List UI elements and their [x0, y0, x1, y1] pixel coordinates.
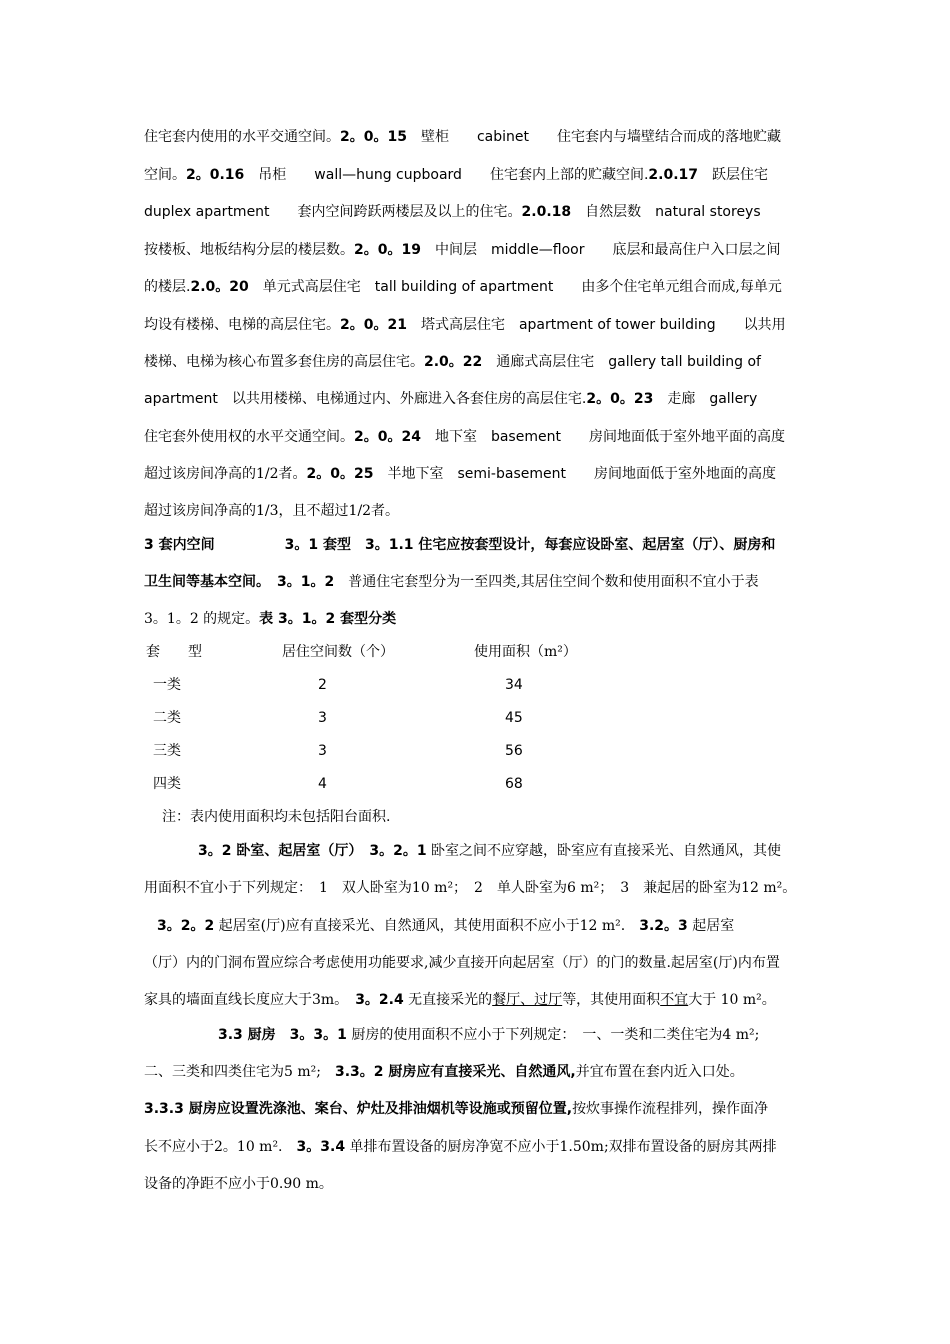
text-run: 住宅套内与墙壁结合而成的落地贮藏: [529, 129, 781, 145]
text-run: 房间地面低于室外地平面的高度: [560, 429, 785, 445]
text-line: [144, 501, 399, 521]
text-run: 3.3.3 厨房应设置洗涤池、案台、炉灶及排油烟机等设施或预留位置,: [144, 1101, 573, 1117]
text-run: 走廊: [653, 391, 710, 407]
text-run: 3。1。2 的规定。: [144, 611, 260, 627]
table-header-area: 使用面积（m²）: [474, 644, 577, 660]
text-line: [144, 572, 759, 592]
text-line: [198, 841, 781, 861]
text-run: 均设有楼梯、电梯的高层住宅。: [144, 317, 340, 333]
text-run: [355, 843, 369, 859]
text-run: 家具的墙面直线长度应大于3m。: [144, 992, 356, 1008]
text-line: [144, 165, 768, 185]
table-cell: 四类: [153, 776, 181, 792]
text-line: [157, 916, 734, 936]
text-run: duplex apartment: [144, 204, 270, 220]
text-run: 3.3 厨房 3。3。1: [218, 1027, 347, 1043]
text-run: natural storeys: [655, 204, 761, 220]
text-run: 设备的净距不应小于0.90 m。: [144, 1176, 333, 1192]
table-cell: 一类: [153, 677, 181, 693]
text-run: 以共用楼梯、电梯通过内、外廊进入各套住房的高层住宅.: [217, 391, 587, 407]
text-run: 地下室: [420, 429, 491, 445]
text-line: [144, 389, 757, 409]
table-cell: 3: [318, 743, 327, 759]
text-run: 用面积不宜小于下列规定： 1 双人卧室为10 m²； 2 单人卧室为6 m²； 3 兼起居的卧室为12 m²。: [144, 880, 797, 896]
text-run: 由多个住宅单元组合而成,每单元: [553, 279, 782, 295]
text-run: 住宅套内使用的水平交通空间。: [144, 129, 340, 145]
text-run: 跃层住宅: [698, 167, 769, 183]
table-note: 注：表内使用面积均未包括阳台面积.: [162, 809, 391, 825]
text-run: 2。0。24: [354, 429, 421, 445]
text-run: 通廊式高层住宅: [482, 354, 609, 370]
text-line: [144, 202, 761, 222]
table-cell: 34: [505, 677, 523, 693]
table-cell: 56: [505, 743, 523, 759]
text-run: 楼梯、电梯为核心布置多套住房的高层住宅。: [144, 354, 424, 370]
text-run: apartment: [144, 391, 218, 407]
text-run: 壁柜: [406, 129, 477, 145]
text-run: 3 套内空间 3。1 套型 3。1.1 住宅应按套型设计，每套应设卧室、起居室（厅）、厨房和: [144, 537, 776, 553]
text-run: 表 3。1。2 套型分类: [259, 611, 397, 627]
text-run: 厨房的使用面积不应小于下列规定： 一、一类和二类住宅为4 m²;: [346, 1027, 760, 1043]
table-cell: 2: [318, 677, 327, 693]
text-line: [144, 535, 775, 555]
text-run: 餐厅、过厅: [492, 992, 563, 1008]
text-run: 单元式高层住宅: [248, 279, 375, 295]
text-run: 并宜布置在套内近入口处。: [575, 1064, 744, 1080]
text-run: 套内空间跨跃两楼层及以上的住宅。: [269, 204, 522, 220]
text-line: [144, 464, 776, 484]
text-run: 住宅套外使用权的水平交通空间。: [144, 429, 354, 445]
text-run: 超过该房间净高的1/3，且不超过1/2者。: [144, 503, 400, 519]
text-run: 大于 10 m²。: [688, 992, 776, 1008]
text-run: 3.3。2 厨房应有直接采光、自然通风,: [334, 1064, 576, 1080]
text-run: wall—hung cupboard: [314, 167, 462, 183]
text-line: [144, 609, 396, 629]
text-run: cabinet: [476, 129, 529, 145]
text-run: 长不应小于2。10 m².: [144, 1139, 297, 1155]
text-run: （厅）内的门洞布置应综合考虑使用功能要求,减少直接开向起居室（厅）的门的数量.起居室(厅)内布置: [144, 955, 780, 971]
text-line: [144, 1099, 768, 1119]
text-run: 3。2.4: [355, 992, 404, 1008]
table-header-type: 套 型: [146, 644, 202, 660]
text-run: 不宜: [660, 992, 689, 1008]
text-line: [144, 953, 780, 973]
table-cell: 45: [505, 710, 523, 726]
text-run: 塔式高层住宅: [406, 317, 519, 333]
table-cell: 三类: [153, 743, 181, 759]
text-run: 2.0。20: [190, 279, 249, 295]
text-line: [218, 1025, 759, 1045]
text-run: 自然层数: [571, 204, 656, 220]
text-run: 超过该房间净高的1/2者。: [144, 466, 307, 482]
text-line: [144, 878, 796, 898]
text-run: 二、三类和四类住宅为5 m²;: [144, 1064, 335, 1080]
text-run: 卧室之间不应穿越，卧室应有直接采光、自然通风，其使: [426, 843, 782, 859]
text-run: gallery tall building of: [608, 354, 761, 370]
text-run: 起居室: [687, 918, 735, 934]
table-cell: 3: [318, 710, 327, 726]
text-run: 吊柜: [244, 167, 315, 183]
text-run: middle—floor: [490, 242, 585, 258]
text-run: 等，其使用面积: [562, 992, 661, 1008]
text-run: 3。3.4: [296, 1139, 346, 1155]
text-run: 的楼层.: [144, 279, 191, 295]
text-run: 住宅套内上部的贮藏空间.: [461, 167, 649, 183]
text-run: 3.2。3: [639, 918, 688, 934]
text-run: apartment of tower building: [518, 317, 716, 333]
text-run: 按炊事操作流程排列，操作面净: [572, 1101, 769, 1117]
text-run: 卫生间等基本空间。: [144, 574, 277, 590]
text-line: [144, 127, 781, 147]
text-run: 房间地面低于室外地面的高度: [565, 466, 776, 482]
text-run: 3。2。1: [369, 843, 427, 859]
text-run: 2。0。15: [340, 129, 407, 145]
text-run: 2。0。19: [354, 242, 421, 258]
table-cell: 4: [318, 776, 327, 792]
text-run: 2.0.18: [521, 204, 572, 220]
text-run: 起居室(厅)应有直接采光、自然通风，其使用面积不应小于12 m².: [214, 918, 640, 934]
text-run: 单排布置设备的厨房净宽不应小于1.50m;双排布置设备的厨房其两排: [345, 1139, 777, 1155]
table-cell: 68: [505, 776, 523, 792]
text-line: [144, 352, 761, 372]
text-line: [144, 315, 786, 335]
table-header-rooms: 居住空间数（个）: [282, 644, 394, 660]
text-line: [144, 1062, 744, 1082]
text-line: [144, 240, 780, 260]
text-run: 以共用: [715, 317, 786, 333]
text-run: 半地下室: [373, 466, 458, 482]
text-run: 3。2。2: [157, 918, 215, 934]
text-run: 空间。: [144, 167, 186, 183]
text-run: basement: [490, 429, 561, 445]
text-run: semi-basement: [457, 466, 566, 482]
text-run: tall building of apartment: [374, 279, 554, 295]
text-run: 2。0。23: [586, 391, 654, 407]
text-run: gallery: [709, 391, 758, 407]
text-line: [144, 277, 782, 297]
text-run: 2。0。21: [340, 317, 407, 333]
text-run: 3。1。2: [277, 574, 335, 590]
text-run: 2。0。25: [306, 466, 374, 482]
text-line: [144, 1174, 333, 1194]
text-run: 2。0.16: [186, 167, 245, 183]
text-run: 无直接采光的: [403, 992, 493, 1008]
text-run: 底层和最高住户入口层之间: [584, 242, 781, 258]
text-run: 2.0.17: [648, 167, 699, 183]
text-line: [144, 990, 776, 1010]
text-line: [144, 1137, 777, 1157]
text-run: 3。2 卧室、起居室（厅）: [198, 843, 356, 859]
text-run: 按楼板、地板结构分层的楼层数。: [144, 242, 354, 258]
table-cell: 二类: [153, 710, 181, 726]
text-line: [144, 427, 785, 447]
text-run: 普通住宅套型分为一至四类,其居住空间个数和使用面积不宜小于表: [334, 574, 759, 590]
text-run: 中间层: [420, 242, 491, 258]
text-run: 2.0。22: [424, 354, 483, 370]
